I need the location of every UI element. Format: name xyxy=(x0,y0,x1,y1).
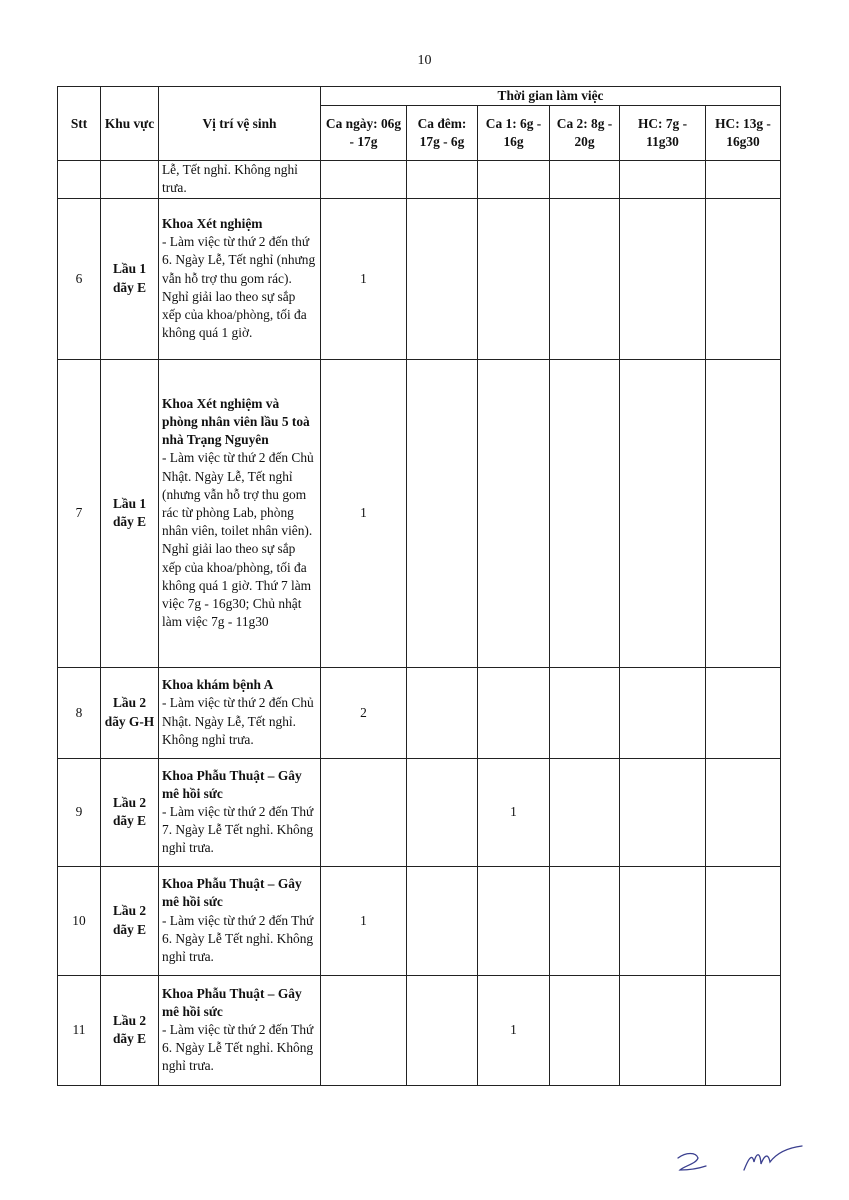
cell-shift-value xyxy=(321,161,407,198)
cell-vi-tri xyxy=(159,359,321,667)
header-shift: Ca 1: 6g - 16g xyxy=(478,106,550,161)
cell-shift-value xyxy=(706,359,781,667)
cell-shift-value xyxy=(550,198,620,359)
cell-khu-vuc: Lầu 2 dãy E xyxy=(101,758,159,866)
cell-vi-tri xyxy=(159,758,321,866)
vi-tri-title: Khoa Phẫu Thuật – Gây mê hồi sức xyxy=(162,876,302,910)
cell-khu-vuc: Lầu 2 dãy G-H xyxy=(101,667,159,758)
header-shift: Ca đêm: 17g - 6g xyxy=(407,106,478,161)
cell-shift-value xyxy=(550,359,620,667)
cell-khu-vuc xyxy=(101,161,159,198)
work-schedule-table xyxy=(57,86,781,1086)
vi-tri-title: Khoa Phẫu Thuật – Gây mê hồi sức xyxy=(162,767,302,801)
cell-vi-tri xyxy=(159,198,321,359)
vi-tri-description: Lễ, Tết nghỉ. Không nghỉ trưa. xyxy=(162,162,298,196)
cell-shift-value: 1 xyxy=(478,758,550,866)
vi-tri-title: Khoa Phẫu Thuật – Gây mê hồi sức xyxy=(162,985,302,1019)
vi-tri-title: Khoa khám bệnh A xyxy=(162,677,274,693)
cell-stt: 6 xyxy=(58,198,101,359)
header-thoi-gian: Thời gian làm việc xyxy=(321,87,781,106)
table-row xyxy=(58,667,781,758)
cell-vi-tri xyxy=(159,161,321,198)
cell-shift-value xyxy=(407,758,478,866)
cell-shift-value xyxy=(706,161,781,198)
cell-stt: 11 xyxy=(58,975,101,1085)
cell-stt: 9 xyxy=(58,758,101,866)
cell-shift-value xyxy=(407,198,478,359)
cell-shift-value xyxy=(550,667,620,758)
handwritten-initials xyxy=(672,1140,812,1180)
cell-shift-value xyxy=(620,866,706,975)
header-vi-tri: Vị trí vệ sinh xyxy=(159,87,321,161)
cell-shift-value xyxy=(550,758,620,866)
cell-shift-value xyxy=(620,359,706,667)
cell-shift-value xyxy=(550,161,620,198)
cell-stt: 8 xyxy=(58,667,101,758)
cell-khu-vuc: Lầu 2 dãy E xyxy=(101,975,159,1085)
cell-shift-value xyxy=(478,359,550,667)
cell-shift-value xyxy=(620,758,706,866)
cell-shift-value xyxy=(407,667,478,758)
cell-shift-value: 1 xyxy=(321,198,407,359)
table-row xyxy=(58,975,781,1085)
vi-tri-description: - Làm việc từ thứ 2 đến Chủ Nhật. Ngày Lễ, Tết nghỉ. Không nghỉ trưa. xyxy=(162,695,314,747)
header-stt: Stt xyxy=(58,87,101,161)
vi-tri-description: - Làm việc từ thứ 2 đến Thứ 6. Ngày Lễ Tết nghỉ. Không nghỉ trưa. xyxy=(162,1022,314,1074)
cell-shift-value xyxy=(321,975,407,1085)
table-body xyxy=(58,161,781,1085)
cell-shift-value xyxy=(478,198,550,359)
cell-shift-value xyxy=(706,975,781,1085)
cell-shift-value xyxy=(620,198,706,359)
table-row xyxy=(58,866,781,975)
vi-tri-description: - Làm việc từ thứ 2 đến Chủ Nhật. Ngày Lễ, Tết nghỉ (nhưng vẫn hỗ trợ thu gom rác từ phòng Lab, phòng nhân viên, toilet nhân viên). Nghỉ giải lao theo sự sắp xếp của khoa/phòng, tối đa không quá 1 giờ. Thứ 7 làm việc 7g - 16g30; Chủ nhật làm việc 7g - 11g30 xyxy=(162,450,314,630)
vi-tri-title: Khoa Xét nghiệm và phòng nhân viên lầu 5 toà nhà Trạng Nguyên xyxy=(162,395,310,448)
cell-shift-value xyxy=(407,866,478,975)
cell-shift-value: 1 xyxy=(321,866,407,975)
cell-shift-value xyxy=(706,866,781,975)
cell-khu-vuc: Lầu 2 dãy E xyxy=(101,866,159,975)
cell-stt: 10 xyxy=(58,866,101,975)
vi-tri-title: Khoa Xét nghiệm xyxy=(162,215,263,231)
cell-shift-value xyxy=(478,667,550,758)
page-number: 10 xyxy=(417,53,432,68)
cell-shift-value: 1 xyxy=(321,359,407,667)
table-row xyxy=(58,198,781,359)
cell-stt: 7 xyxy=(58,359,101,667)
cell-vi-tri xyxy=(159,975,321,1085)
cell-shift-value: 1 xyxy=(478,975,550,1085)
vi-tri-description: - Làm việc từ thứ 2 đến Thứ 7. Ngày Lễ Tết nghỉ. Không nghỉ trưa. xyxy=(162,804,314,856)
header-shift: Ca 2: 8g - 20g xyxy=(550,106,620,161)
cell-shift-value xyxy=(706,667,781,758)
table-row xyxy=(58,161,781,198)
vi-tri-description: - Làm việc từ thứ 2 đến thứ 6. Ngày Lễ, Tết nghỉ (nhưng vẫn hỗ trợ thu gom rác). Nghỉ giải lao theo sự sắp xếp của khoa/phòng, tối đa không quá 1 giờ. xyxy=(162,234,316,341)
table-row xyxy=(58,758,781,866)
cell-shift-value xyxy=(706,758,781,866)
header-shift: Ca ngày: 06g - 17g xyxy=(321,106,407,161)
cell-khu-vuc: Lầu 1 dãy E xyxy=(101,198,159,359)
cell-shift-value xyxy=(550,866,620,975)
header-shift: HC: 13g - 16g30 xyxy=(706,106,781,161)
cell-shift-value xyxy=(706,198,781,359)
cell-khu-vuc: Lầu 1 dãy E xyxy=(101,359,159,667)
vi-tri-description: - Làm việc từ thứ 2 đến Thứ 6. Ngày Lễ Tết nghỉ. Không nghỉ trưa. xyxy=(162,912,314,964)
cell-shift-value xyxy=(407,359,478,667)
cell-shift-value xyxy=(321,758,407,866)
cell-shift-value: 2 xyxy=(321,667,407,758)
cell-shift-value xyxy=(478,161,550,198)
cell-vi-tri xyxy=(159,866,321,975)
cell-shift-value xyxy=(550,975,620,1085)
cell-shift-value xyxy=(407,975,478,1085)
cell-shift-value xyxy=(620,667,706,758)
table-header xyxy=(58,87,781,161)
header-khu-vuc: Khu vực xyxy=(101,87,159,161)
table-row xyxy=(58,359,781,667)
cell-vi-tri xyxy=(159,667,321,758)
cell-stt xyxy=(58,161,101,198)
cell-shift-value xyxy=(620,161,706,198)
cell-shift-value xyxy=(620,975,706,1085)
cell-shift-value xyxy=(478,866,550,975)
cell-shift-value xyxy=(407,161,478,198)
header-shift: HC: 7g - 11g30 xyxy=(620,106,706,161)
